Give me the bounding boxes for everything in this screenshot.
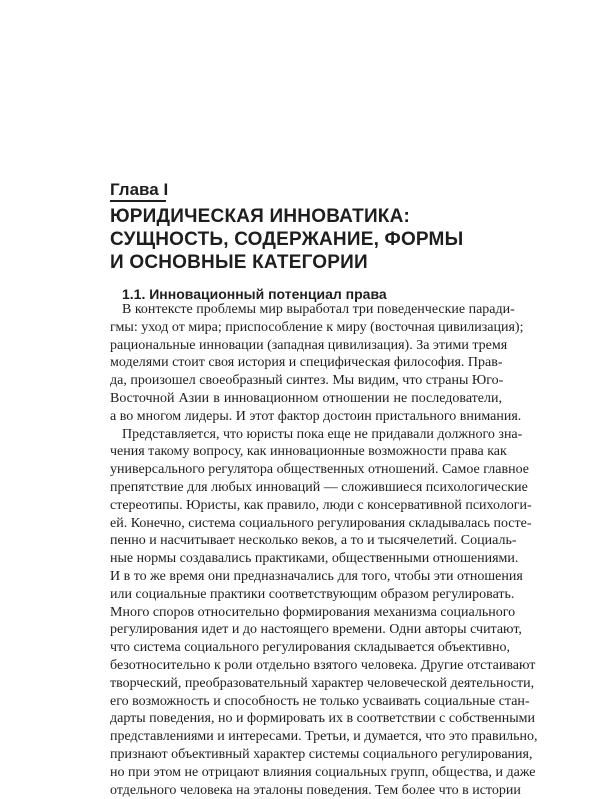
- chapter-underline: [110, 200, 166, 202]
- text-line: чения такому вопросу, как инновационные возможности права как: [110, 444, 507, 460]
- text-line: моделями стоит своя история и специфическая философия. Прав-: [110, 355, 503, 371]
- text-line: отдельного человека на эталоны поведения. Тем более что в истории: [110, 782, 521, 798]
- chapter-title-line: И ОСНОВНЫЕ КАТЕГОРИИ: [110, 252, 368, 273]
- chapter-title-line: ЮРИДИЧЕСКАЯ ИННОВАТИКА:: [110, 206, 411, 227]
- text-line: но при этом не отрицают влияния социальных групп, общества, и даже: [110, 764, 536, 780]
- text-line: его возможность и способность не только усваивать социальные стан-: [110, 693, 530, 709]
- text-line: творческий, преобразовательный характер человеческой деятельности,: [110, 675, 535, 691]
- text-line: ные нормы создавались практиками, общественными отношениями.: [110, 551, 519, 567]
- text-line: препятствие для любых инноваций — сложившиеся психологические: [110, 479, 528, 495]
- chapter-label: Глава I: [110, 180, 169, 199]
- text-line: признают объективный характер системы социального регулирования,: [110, 746, 533, 762]
- paragraph-1: [110, 301, 524, 426]
- text-line: что система социального регулирования складывается объективно,: [110, 640, 510, 656]
- text-line: И в то же время они предназначались для того, чтобы эти отношения: [110, 568, 523, 584]
- chapter-title: [110, 205, 463, 274]
- text-line: представлениями и интересами. Третьи, и думается, что это правильно,: [110, 729, 538, 745]
- text-line: да, произошел своеобразный синтез. Мы видим, что страны Юго-: [110, 373, 504, 389]
- text-line: Восточной Азии в инновационном отношении не последователи,: [110, 390, 502, 406]
- text-line: а во многом лидеры. И этот фактор достоин пристального внимания.: [110, 408, 522, 424]
- text-line: В контексте проблемы мир выработал три поведенческие паради-: [122, 302, 515, 317]
- text-line: регулирования идет и до настоящего времени. Одни авторы считают,: [110, 622, 522, 638]
- text-line: или социальные практики соответствующим образом регулировать.: [110, 586, 515, 602]
- text-line: гмы: уход от мира; приспособление к миру (восточная цивилизация);: [110, 319, 524, 335]
- text-line: дарты поведения, но и формировать их в соответствии с собственными: [110, 711, 536, 727]
- text-line: безотносительно к роли отдельно взятого человека. Другие отстаивают: [110, 657, 536, 673]
- text-line: Много споров относительно формирования механизма социального: [110, 604, 516, 620]
- text-line: рациональные инновации (западная цивилизация). За этими тремя: [110, 337, 508, 353]
- text-line: пенно и насчитывает несколько веков, а то и тысячелетий. Социаль-: [110, 533, 517, 549]
- text-line: Представляется, что юристы пока еще не придавали должного зна-: [122, 426, 523, 442]
- body-text: [110, 301, 538, 799]
- section-heading: 1.1. Инновационный потенциал права: [122, 286, 387, 302]
- paragraph-2: [110, 426, 538, 799]
- text-line: ей. Конечно, система социального регулирования складывалась посте-: [110, 515, 532, 531]
- text-line: универсального регулятора общественных отношений. Самое главное: [110, 462, 529, 478]
- chapter-title-line: СУЩНОСТЬ, СОДЕРЖАНИЕ, ФОРМЫ: [110, 229, 464, 250]
- text-line: стереотипы. Юристы, как правило, люди с консервативной психологи-: [110, 497, 532, 513]
